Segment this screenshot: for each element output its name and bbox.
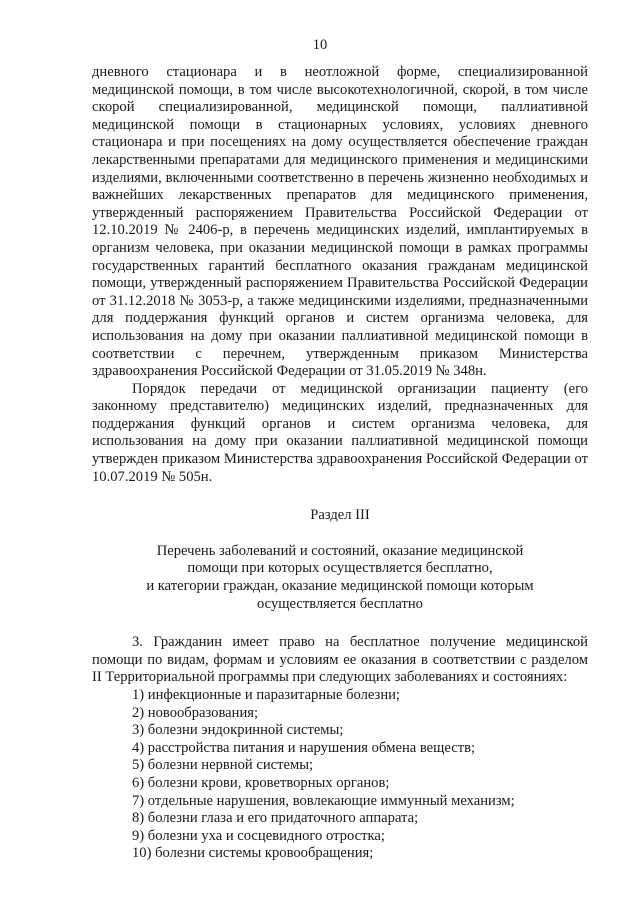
list-item: 3) болезни эндокринной системы; — [132, 722, 344, 739]
list-item: 7) отдельные нарушения, вовлекающие иммунный механизм; — [132, 792, 515, 809]
list-item: 6) болезни крови, кроветворных органов; — [132, 774, 390, 791]
section-heading — [92, 507, 588, 613]
page-number: 10 — [312, 37, 328, 53]
section-title-line: помощи при которых осуществляется бесплатно, — [187, 560, 493, 577]
list-item: 5) болезни нервной системы; — [132, 757, 314, 774]
list-item: 1) инфекционные и паразитарные болезни; — [132, 687, 400, 703]
list-item: 10) болезни системы кровообращения; — [132, 845, 374, 862]
list-item: 2) новообразования; — [132, 704, 259, 721]
paragraph-transfer-procedure: Порядок передачи от медицинской организации пациенту (его законному представителю) медицинских изделий, предназначенных для поддержания функций органов и систем организма человека, для использования на дому при оказании паллиативной медицинской помощи утвержден приказом Министерства здравоохранения Российской Федерации от 10.07.2019 № 505н. — [92, 380, 588, 485]
section-title-line: Перечень заболеваний и состояний, оказание медицинской — [156, 542, 524, 559]
section-number: Раздел III — [310, 507, 370, 524]
list-item: 8) болезни глаза и его придаточного аппарата; — [132, 810, 419, 827]
disease-list — [92, 687, 588, 863]
section-title-line: и категории граждан, оказание медицинской помощи которым — [146, 578, 534, 595]
document-body — [92, 64, 588, 863]
list-item: 9) болезни уха и сосцевидного отростка; — [132, 827, 385, 844]
paragraph-continuation: дневного стационара и в неотложной форме, специализированной медицинской помощи, в том числе высокотехнологичной, скорой, в том числе скорой специализированной, медицинской помощи, паллиативной медицинской помощи в стационарных условиях, условиях дневного стационара и при посещениях на дому осуществляется обеспечение граждан лекарственными препаратами для медицинского применения и медицинскими изделиями, включенными соответственно в перечень жизненно необходимых и важнейших лекарственных препаратов для медицинского применения, утвержденный распоряжением Правительства Российской Федерации от 12.10.2019 № 2406-р, в перечень медицинских изделий, имплантируемых в организм человека, при оказании медицинской помощи в рамках программы государственных гарантий бесплатного оказания гражданам медицинской помощи, утвержденный распоряжением Правительства Российской Федерации от 31.12.2018 № 3053-р, а также медицинскими изделиями, предназначенными для поддержания функций органов и систем организма человека, для использования на дому при оказании паллиативной медицинской помощи в соответствии с перечнем, утвержденным приказом Министерства здравоохранения Российской Федерации от 31.05.2019 № 348н. — [92, 64, 588, 380]
list-item: 4) расстройства питания и нарушения обмена веществ; — [132, 739, 476, 756]
section-title-line: осуществляется бесплатно — [257, 595, 423, 612]
paragraph-right-to-free-care: 3. Гражданин имеет право на бесплатное получение медицинской помощи по видам, формам и условиям ее оказания в соответствии с разделом II Территориальной программы при следующих заболеваниях и состояниях: — [92, 634, 588, 686]
